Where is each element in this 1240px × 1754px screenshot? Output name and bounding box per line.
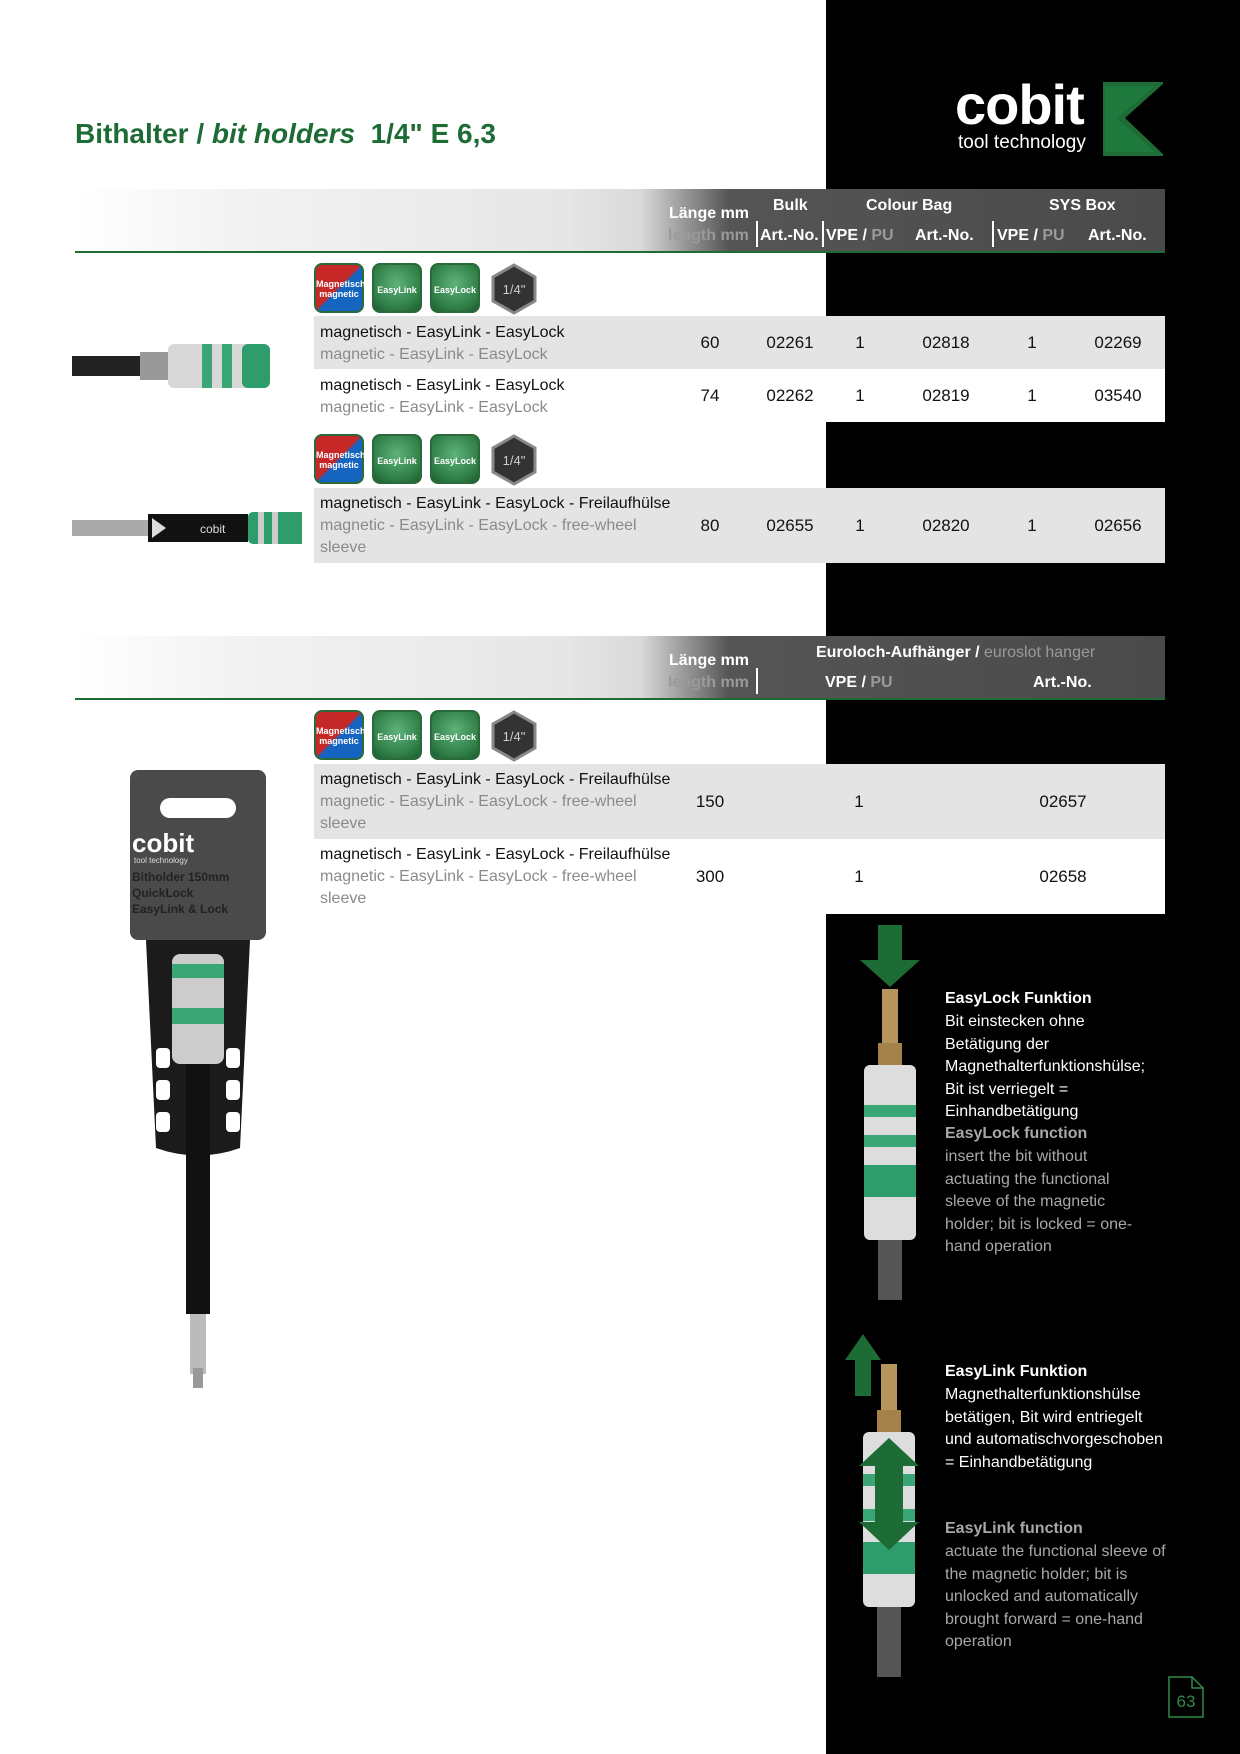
svg-text:1/4": 1/4" xyxy=(502,282,526,297)
table-row: magnetisch - EasyLink - EasyLock - Freilaufhülse magnetic - EasyLink - EasyLock - free-wheel sleeve 80 02655 1 02820 1 02656 xyxy=(314,488,1165,563)
page-title: Bithalter / bit holders 1/4" E 6,3 xyxy=(75,118,496,149)
magnetic-icon: Magnetisch magnetic xyxy=(314,434,364,484)
table2-header: Länge mm length mm Euroloch-Aufhänger / euroslot hanger VPE / PU Art.-No. xyxy=(75,636,1165,698)
easylink-icon: EasyLink xyxy=(372,434,422,484)
quarter-inch-hex-icon xyxy=(488,434,538,484)
package-line2: QuickLock xyxy=(132,886,194,900)
easylink-title-de: EasyLink Funktion xyxy=(945,1363,1088,1380)
easylock-icon: EasyLock xyxy=(430,710,480,760)
package-tagline: tool technology xyxy=(134,856,188,865)
easylock-text-en: insert the bit without actuating the functional sleeve of the magnetic holder; bit is locked = one-hand operation xyxy=(945,1148,1133,1255)
packaged-bit-holder-image xyxy=(128,768,268,1393)
easylink-title-en: EasyLink function xyxy=(945,1520,1083,1537)
easylock-icon: EasyLock xyxy=(430,263,480,313)
easylink-text-de: Magnethalterfunktionshülse betätigen, Bit wird entriegelt und automatischvorgeschoben = Einhandbetätigung xyxy=(945,1386,1163,1471)
page-number: 63 xyxy=(1168,1676,1204,1718)
cobit-logo: cobit tool technology xyxy=(955,80,1165,158)
easylink-icon: EasyLink xyxy=(372,710,422,760)
magnetic-icon: Magnetisch magnetic xyxy=(314,263,364,313)
svg-text:1/4": 1/4" xyxy=(502,729,526,744)
bit-holder-80-image xyxy=(72,508,302,548)
easylink-text-en: actuate the functional sleeve of the magnetic holder; bit is unlocked and automatically brought forward = one-hand operation xyxy=(945,1543,1166,1650)
svg-text:1/4": 1/4" xyxy=(502,453,526,468)
magnetic-icon: Magnetisch magnetic xyxy=(314,710,364,760)
table1-header: Länge mm length mm Bulk Art.-No. Colour Bag VPE / PU Art.-No. SYS Box VPE / PU Art.-No. xyxy=(75,189,1165,251)
easylock-title-en: EasyLock function xyxy=(945,1125,1088,1142)
table-row: magnetisch - EasyLink - EasyLock magnetic - EasyLink - EasyLock 74 02262 1 02819 1 03540 xyxy=(314,369,1165,422)
table-row: magnetisch - EasyLink - EasyLock - Freilaufhülse magnetic - EasyLink - EasyLock - free-wheel sleeve 300 1 02658 xyxy=(314,839,1165,914)
svg-text:cobit: cobit xyxy=(200,522,226,536)
table-row: magnetisch - EasyLink - EasyLock - Freilaufhülse magnetic - EasyLink - EasyLock - free-wheel sleeve 150 1 02657 xyxy=(314,764,1165,839)
easylock-illustration xyxy=(858,925,922,1307)
quarter-inch-hex-icon xyxy=(488,710,538,760)
bit-holder-60-74-image xyxy=(72,338,302,398)
easylink-illustration xyxy=(843,1334,923,1679)
table-row: magnetisch - EasyLink - EasyLock magnetic - EasyLink - EasyLock 60 02261 1 02818 1 02269 xyxy=(314,316,1165,369)
package-line1: Bitholder 150mm xyxy=(132,870,230,884)
package-line3: EasyLink & Lock xyxy=(132,902,229,916)
easylink-icon: EasyLink xyxy=(372,263,422,313)
easylock-icon: EasyLock xyxy=(430,434,480,484)
quarter-inch-hex-icon xyxy=(488,263,538,313)
logo-arrow-icon xyxy=(1103,82,1163,156)
easylock-title-de: EasyLock Funktion xyxy=(945,990,1092,1007)
package-brand: cobit xyxy=(132,828,195,858)
easylock-text-de: Bit einstecken ohne Betätigung der Magnethalterfunktionshülse; Bit ist verriegelt = Einhandbetätigung xyxy=(945,1013,1146,1120)
